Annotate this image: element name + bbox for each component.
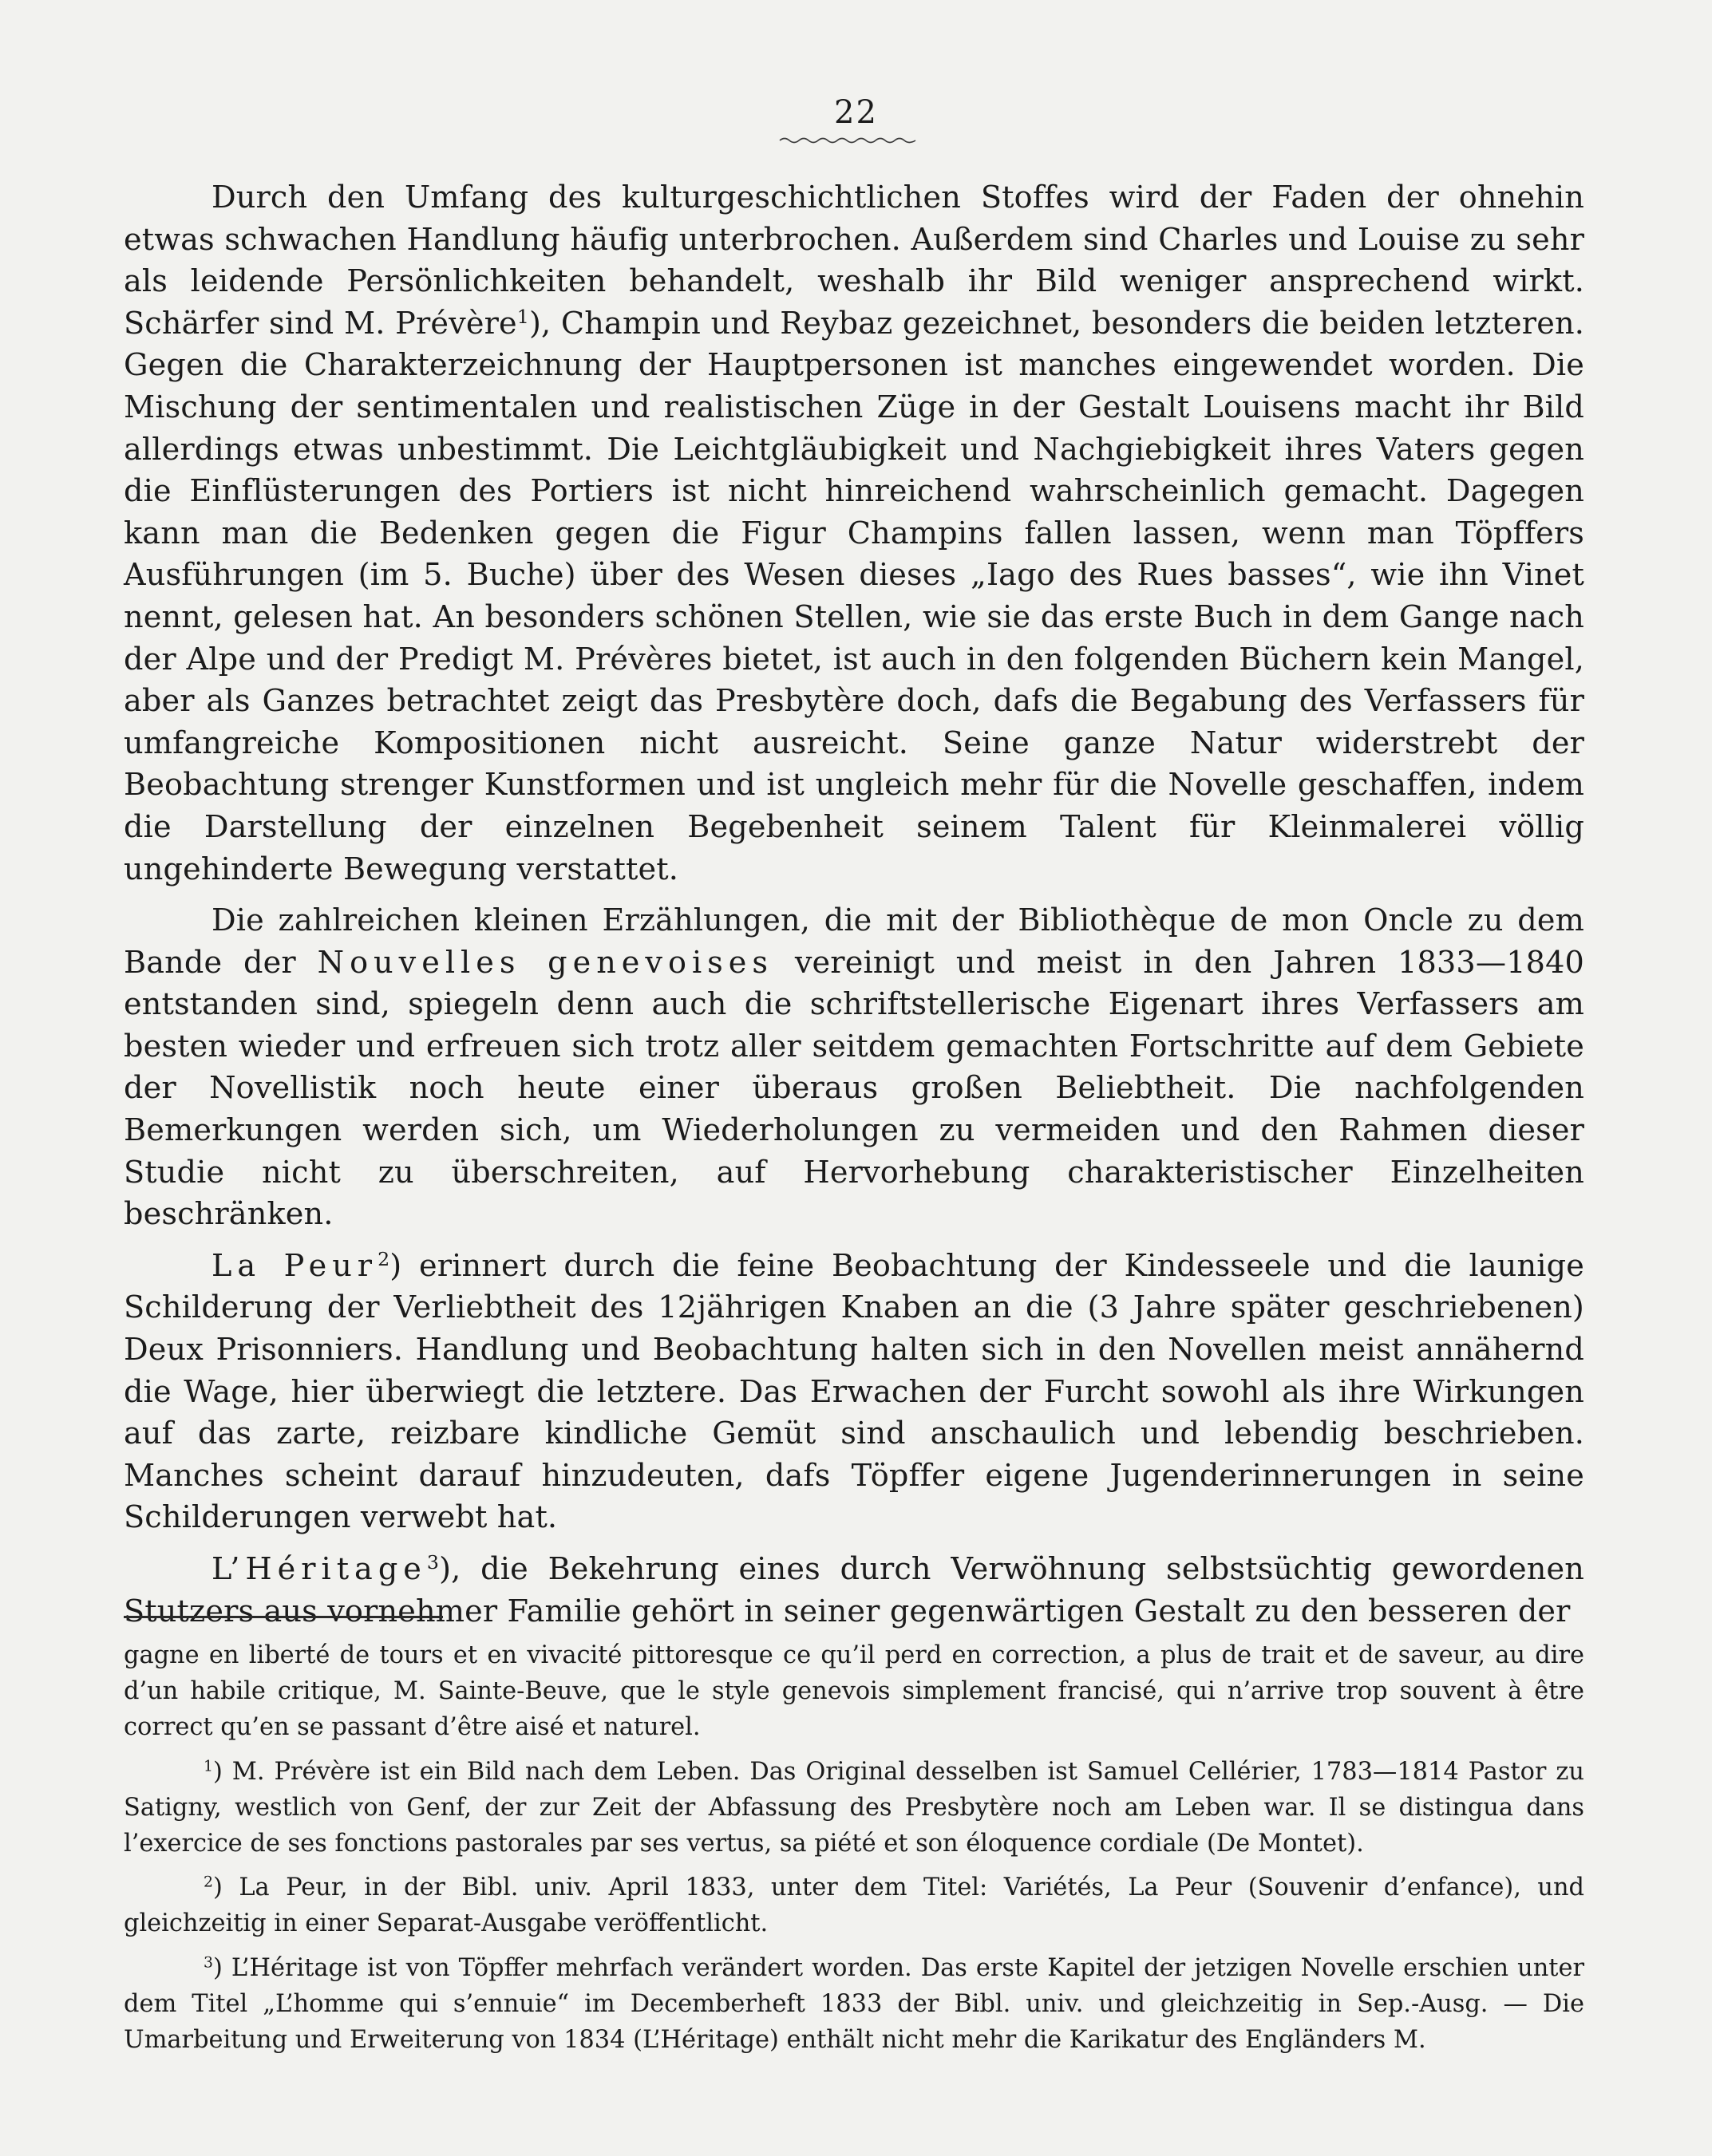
footnote-mark: 2 <box>204 1874 213 1891</box>
text-run: ), die Bekehrung eines durch Verwöhnung selbstsüchtig gewordenen Stutzers aus vornehmer Familie gehört in seiner gegenwärtigen Gestalt zu den besseren der <box>124 1552 1584 1629</box>
footnote-ref: 1 <box>516 305 529 328</box>
footnote-continuation: gagne en liberté de tours et en vivacité pittoresque ce qu’il perd en correction, a plus de trait et de saveur, au dire d’un habile critique, M. Sainte-Beuve, que le style genevois simplement francisé, qui n’arrive trop souvent à être correct qu’en se passant d’être aisé et naturel. <box>124 1641 1584 1742</box>
footnote-3 <box>124 1950 1584 2059</box>
footnote-ref: 2 <box>378 1247 390 1270</box>
footnotes <box>124 1637 1584 2058</box>
text-run: Durch den Umfang des kulturgeschichtlichen Stoffes wird der Faden der ohnehin etwas schwachen Handlung häufig unterbrochen. Außerdem sind Charles und Louise zu sehr als leidende Persönlichkeiten behandelt, weshalb ihr Bild weniger ansprechend wirkt. Schärfer sind M. Prévère <box>124 180 1584 342</box>
footnote-text: ) M. Prévère ist ein Bild nach dem Leben. Das Original desselben ist Samuel Cellérier, 1783—1814 Pastor zu Satigny, westlich von Genf, der zur Zeit der Abfassung des Presbytère noch am Leben war. Il se distingua dans l’exercice de ses fonctions pastorales par ses vertus, sa piété et son éloquence cordiale (De Montet). <box>124 1757 1584 1858</box>
footnote-1 <box>124 1754 1584 1862</box>
text-run: ), Champin und Reybaz gezeichnet, besonders die beiden letzteren. Gegen die Charakterzeichnung der Hauptpersonen ist manches eingewendet worden. Die Mischung der sentimentalen und realistischen Züge in der Gestalt Louisens macht ihr Bild allerdings etwas unbestimmt. Die Leichtgläubigkeit und Nachgiebigkeit ihres Vaters gegen die Einflüsterungen des Portiers ist nicht hinreichend wahrscheinlich gemacht. Dagegen kann man die Bedenken gegen die Figur Champins fallen lassen, wenn man Töpffers Ausführungen (im 5. Buche) über des Wesen dieses „Iago des Rues basses“, wie ihn Vinet nennt, gelesen hat. An besonders schönen Stellen, wie sie das erste Buch in dem Gange nach der Alpe und der Predigt M. Prévères bietet, ist auch in den folgenden Büchern kein Mangel, aber als Ganzes betrachtet zeigt das Presbytère doch, dafs die Begabung des Verfassers für umfangreiche Kompositionen nicht ausreicht. Seine ganze Natur widerstrebt der Beobachtung strenger Kunstformen und ist ungleich mehr für die Novelle geschaffen, indem die Darstellung der einzelnen Begebenheit seinem Talent für Kleinmalerei völlig ungehinderte Bewegung verstattet. <box>124 306 1584 887</box>
text-run: ) erinnert durch die feine Beobachtung der Kindesseele und die launige Schilderung der Verliebtheit des 12jährigen Knaben an die (3 Jahre später geschriebenen) Deux Prisonniers. Handlung und Beobachtung halten sich in den Novellen meist annähernd die Wage, hier überwiegt die letztere. Das Erwachen der Furcht sowohl als ihre Wirkungen auf das zarte, reizbare kindliche Gemüt sind anschaulich und lebendig beschrieben. Manches scheint darauf hinzudeuten, dafs Töpffer eigene Jugenderinnerungen in seine Schilderungen verwebt hat. <box>124 1248 1584 1536</box>
footnote-text: ) L’Héritage ist von Töpffer mehrfach verändert worden. Das erste Kapitel der jetzigen Novelle erschien unter dem Titel „L’homme qui s’ennuie“ im Decemberheft 1833 der Bibl. univ. und gleichzeitig in Sep.-Ausg. — Die Umarbeitung und Erweiterung von 1834 (L’Héritage) enthält nicht mehr die Karikatur des Engländers M. <box>124 1953 1584 2055</box>
paragraph <box>124 900 1584 1236</box>
paragraph <box>124 1549 1584 1633</box>
footnote-ref: 3 <box>426 1550 440 1574</box>
text-run: vereinigt und meist in den Jahren 1833—1840 entstanden sind, spiegeln denn auch die schriftstellerische Eigenart ihres Verfassers am besten wieder und erfreuen sich trotz aller seitdem gemachten Fortschritte auf dem Gebiete der Novellistik noch heute einer überaus großen Beliebtheit. Die nachfolgenden Bemerkungen werden sich, um Wiederholungen zu vermeiden und den Rahmen dieser Studie nicht zu überschreiten, auf Hervorhebung charakteristischer Einzelheiten beschränken. <box>124 945 1584 1233</box>
paragraph <box>124 177 1584 890</box>
footnote-divider <box>124 1616 443 1618</box>
footnote-2 <box>124 1870 1584 1941</box>
footnote-mark: 3 <box>204 1954 213 1972</box>
footnote-text: ) La Peur, in der Bibl. univ. April 1833, unter dem Titel: Variétés, La Peur (Souvenir d’enfance), und gleichzeitig in einer Separat-Ausgabe veröffentlicht. <box>124 1874 1584 1938</box>
page-number: 22 <box>834 94 878 131</box>
spaced-title: L’Héritage <box>212 1552 427 1587</box>
ornament-rule <box>778 136 918 145</box>
text-run: Die zahlreichen kleinen Erzählungen, die mit der Bibliothèque de mon Oncle zu dem Bande der <box>124 903 1584 981</box>
body-text <box>124 177 1584 1633</box>
spaced-title: La Peur <box>212 1248 378 1284</box>
paragraph <box>124 1246 1584 1539</box>
spaced-title: Nouvelles genevoises <box>317 945 773 981</box>
footnote-mark: 1 <box>204 1758 213 1775</box>
